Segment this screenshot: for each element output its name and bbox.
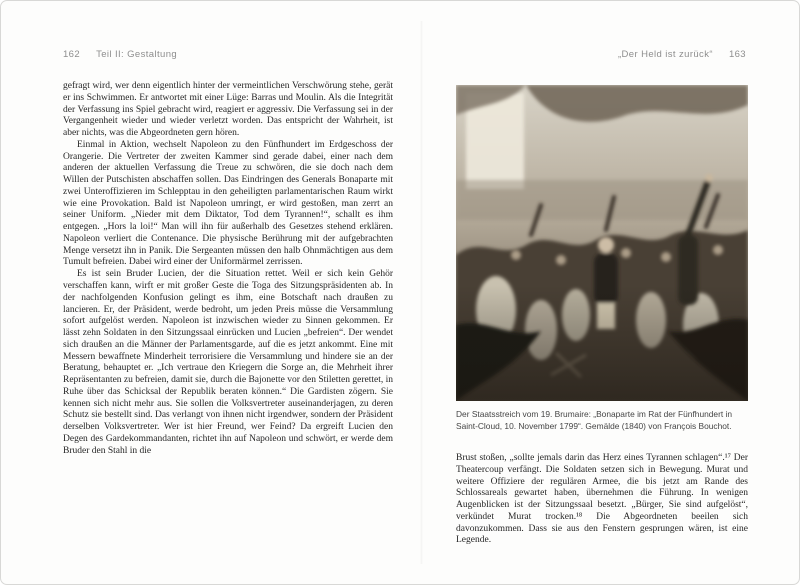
right-page-text (456, 453, 748, 547)
running-head-right-label: „Der Held ist zurück“ (617, 49, 713, 60)
page-gutter (420, 21, 423, 564)
painting-figure (456, 85, 748, 401)
figure-caption: Der Staatsstreich vom 19. Brumaire: „Bonaparte im Rat der Fünfhundert in Saint-Cloud, 10. November 1799“. Gemälde (1840) von François Bouchot. (456, 409, 733, 431)
paragraph: Einmal in Aktion, wechselt Napoleon zu den Fünfhundert im Erdgeschoss der Orangerie. Die Vertreter der zweiten Kammer sind gerade dabei, einer nach dem anderen der aktuellen Verfassung die Treue zu schwören, die sie doch nach dem Willen der Putschisten abschaffen sollen. Das Eindringen des Generals Bonaparte mit zwei Unteroffizieren im Schlepptau in den geheiligten parlamentarischen Raum wirkt wie eine Provokation. Bald ist Napoleon umringt, er wird gestoßen, man zerrt an seiner Uniform. „Nieder mit dem Diktator, Tod dem Tyrannen!“, schallt es ihm entgegen. „Hors la loi!“ Man will ihn für außerhalb des Gesetzes stehend erklären. Napoleon verliert die Contenance. Die physische Berührung mit der aufgebrachten Menge versetzt ihn in Panik. Die Sergeanten müssen den halb Ohnmächtigen aus dem Tumult befreien. Dabei wird einer der Uniformärmel zerrissen. (63, 139, 393, 268)
left-page-text (63, 81, 393, 458)
page-number-right: 163 (728, 49, 746, 60)
page-number-left: 162 (63, 49, 81, 60)
bouchot-painting-image (456, 85, 748, 401)
paragraph: Es ist sein Bruder Lucien, der die Situation rettet. Weil er sich kein Gehör verschaffen kann, wirft er mit großer Geste die Toga des Sitzungspräsidenten ab. In der nachfolgenden Konfusion gelingt es ihm, eine Botschaft nach draußen zu lancieren. Er, der Präsident, werde bedroht, um jeden Preis müsse die Versammlung sofort aufgelöst werden. Napoleon ist inzwischen wieder zu Sinnen gekommen. Er lässt zehn Soldaten in den Sitzungssaal einrücken und Lucien „befreien“. Der wendet sich draußen an die Männer der Parlamentsgarde, auf die es jetzt ankommt. Eine mit Messern bewaffnete Minderheit terrorisiere die Versammlung und hindere sie an der Beratung, behauptet er. „Ich vertraue den Kriegern die Sorge an, die Mehrheit ihrer Repräsentanten zu befreien, damit sie, durch die Bajonette vor den Stiletten gerettet, in Ruhe über das Schicksal der Republik beraten können.“ Die Gardisten zögern. Sie kennen sich nicht mehr aus. Sie sollen die Volksvertreter auseinanderjagen, zu deren Schutz sie bestellt sind. Das verlangt von ihnen nicht irgendwer, sondern der Präsident derselben Volksvertreter. Wer ist hier Freund, wer Feind? Da ergreift Lucien den Degen des Gardekommandanten, richtet ihn auf Napoleon und schwört, er werde dem Bruder den Stahl in die (63, 269, 394, 456)
paragraph: Brust stoßen, „sollte jemals darin das Herz eines Tyrannen schlagen“.¹⁷ Der Theatercoup verfängt. Die Soldaten setzen sich in Bewegung. Murat und weitere Offiziere der regulären Armee, die bis jetzt am Rande des Schlossareals gewartet haben, übernehmen die Führung. In wenigen Augenblicken ist der Sitzungssaal besetzt. „Bürger, Sie sind aufgelöst“, verkündet Murat trocken.¹⁸ Die Abgeordneten beeilen sich davonzukommen. Dass sie aus den Fenstern gesprungen wären, ist eine Legende. (456, 453, 748, 546)
paragraph: gefragt wird, wer denn eigentlich hinter der vermeintlichen Verschwörung stehe, gerät er ins Schwimmen. Er antwortet mit einer Lüge: Barras und Moulin. Als die Integrität der Verfassung ins Spiel gebracht wird, reagiert er aggressiv. Die Verfassung sei in der Vergangenheit wieder und wieder verletzt worden. Das entspricht der Wahrheit, ist aber nichts, was die Abgeordneten gern hören. (63, 81, 393, 139)
running-head-left-label: Teil II: Gestaltung (96, 49, 178, 60)
left-running-head (63, 49, 177, 60)
right-running-head (618, 49, 746, 60)
